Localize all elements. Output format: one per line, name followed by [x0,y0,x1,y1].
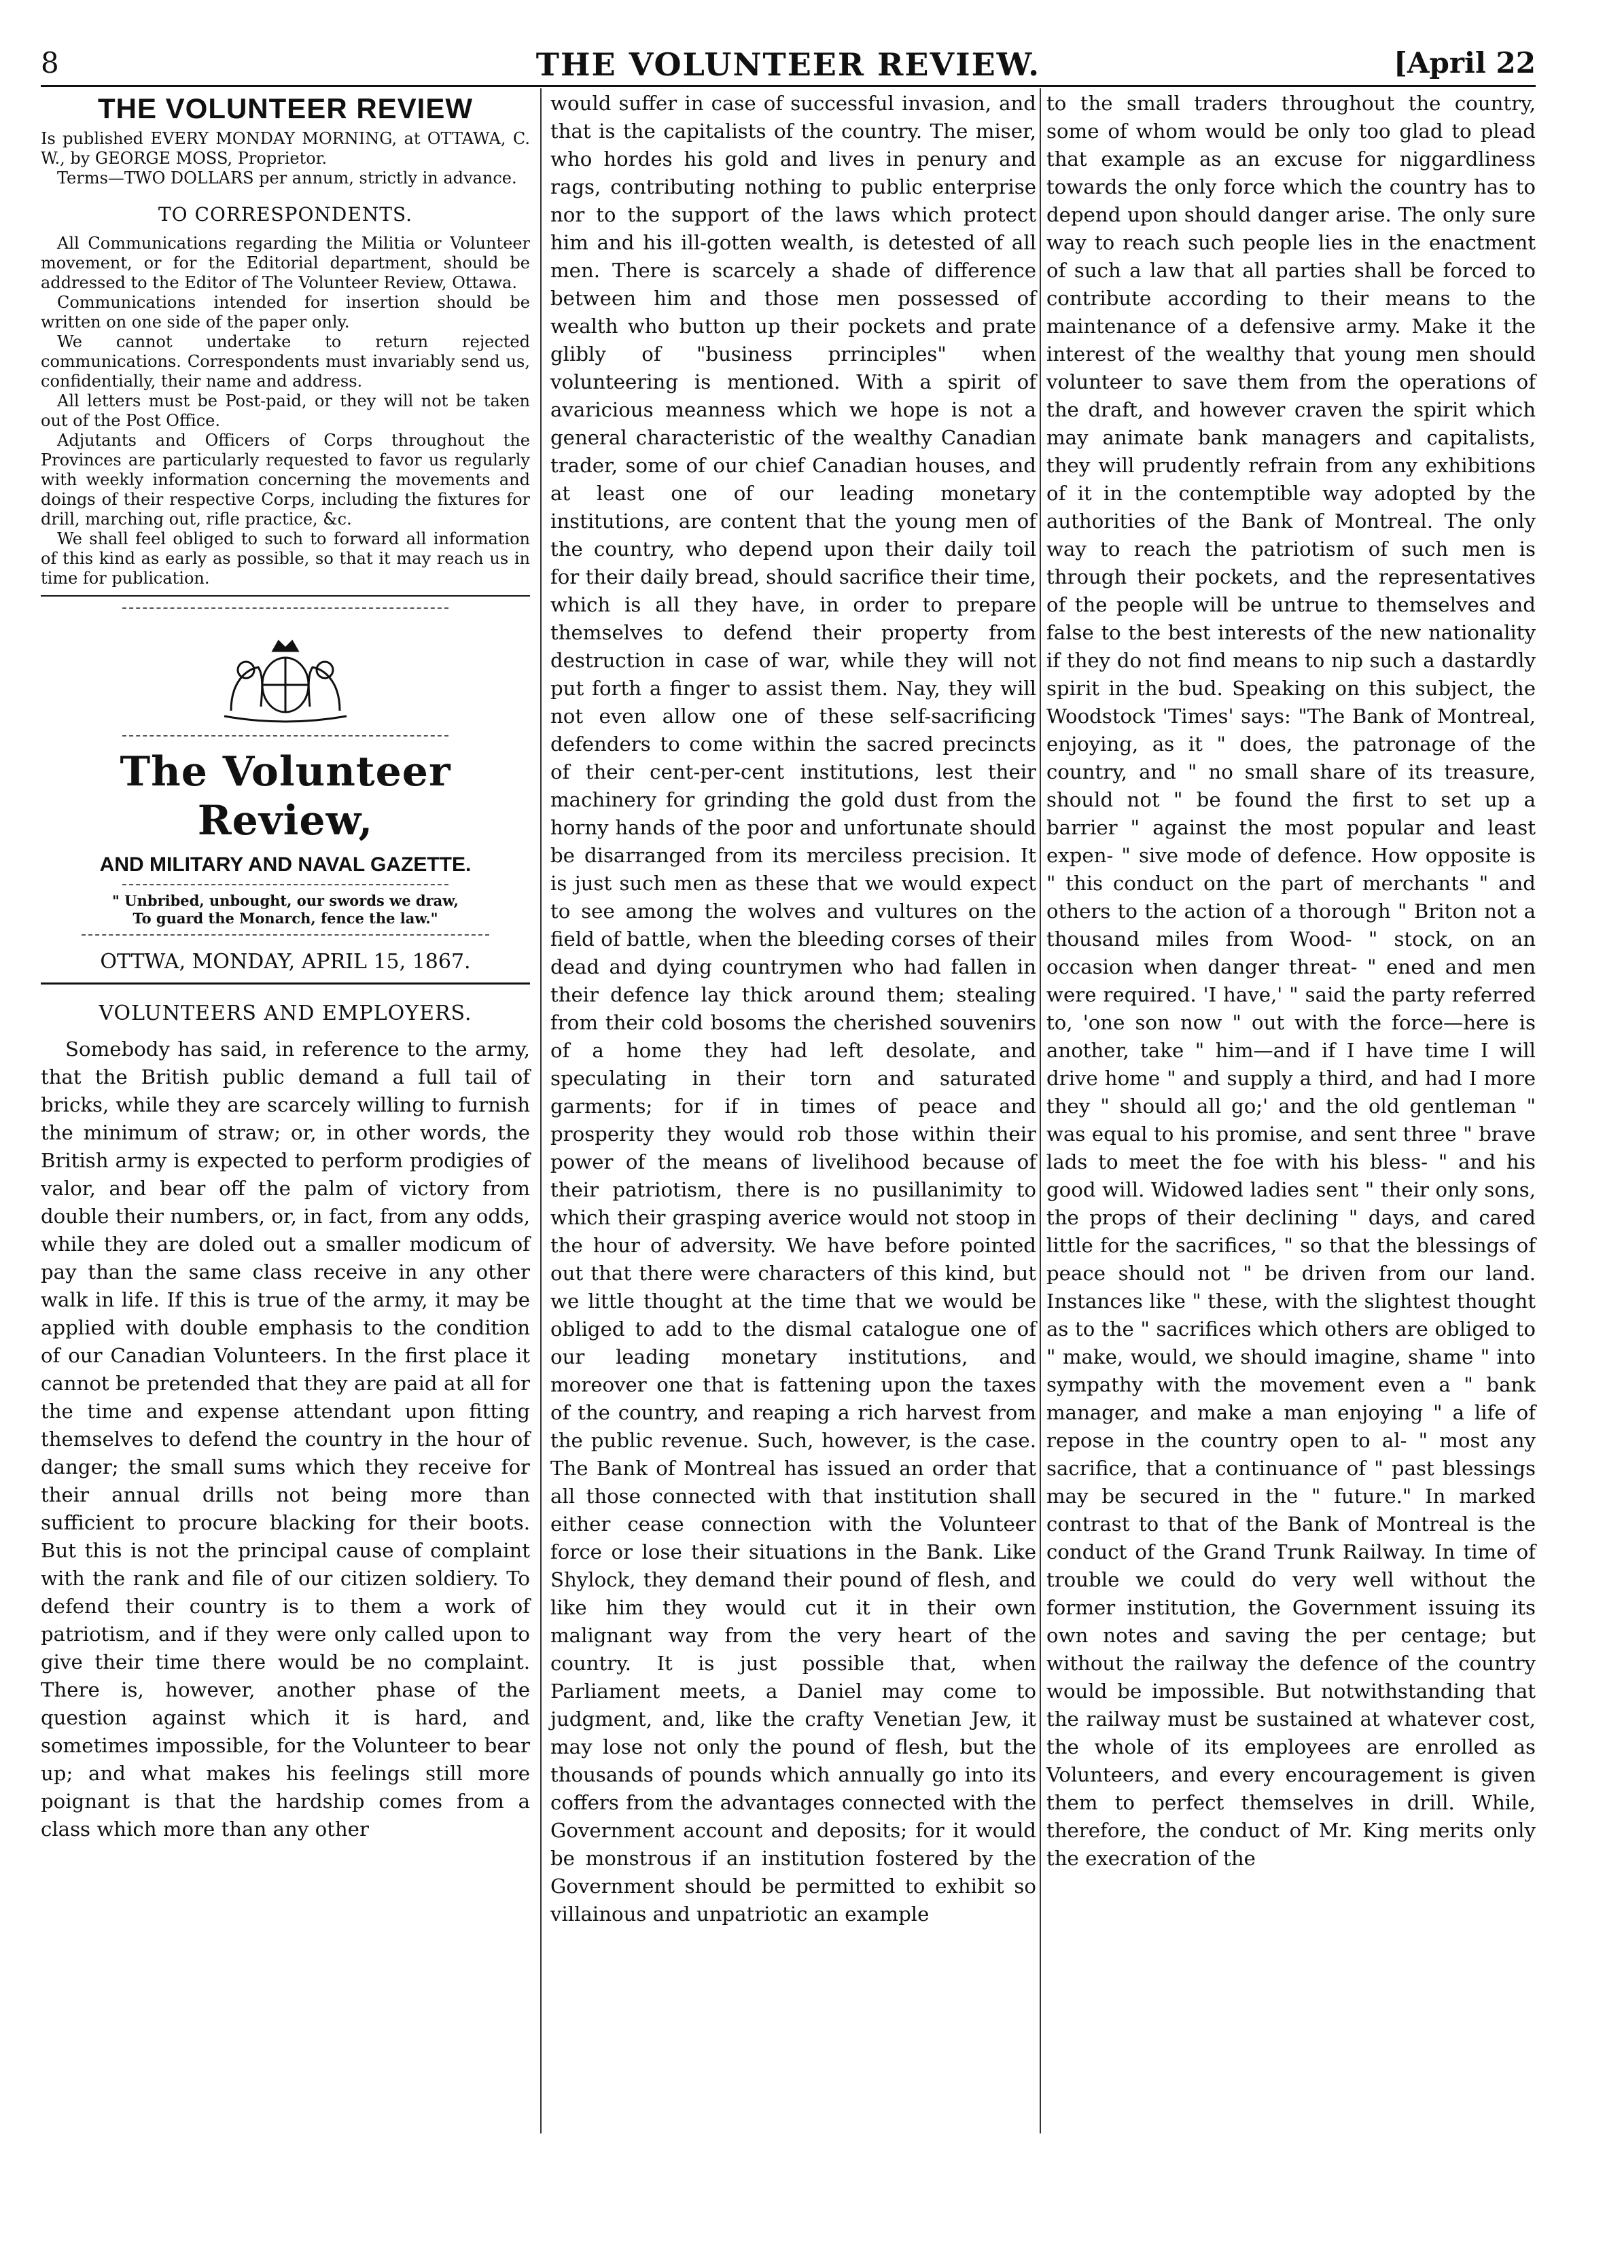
article-paragraph: to the small traders throughout the country, some of whom would be only too glad to plead that example as an excuse for niggardliness towards the only force which the country has to depend upon should danger arise. The only sure way to reach such people lies in the enactment of such a law that all parties shall be forced to contribute according to their means to the maintenance of a defensive army. Make it the interest of the wealthy that young men should volunteer to save them from the operations of the draft, and however craven the spirit which may animate bank managers and capitalists, they will prudently refrain from any exhibitions of it in the contemptible way adopted by the authorities of the Bank of Montreal. The only way to reach the patriotism of such men is through their pockets, and the representatives of the people will be untrue to themselves and false to the best interests of the new nationality if they do not find means to nip such a dastardly spirit in the bud. Speaking on this subject, the Woodstock 'Times' says: "The Bank of Montreal, enjoying, as it " does, the patronage of the country, and " no small share of its treasure, should not " be found the first to set up a barrier " against the most popular and least expen- " sive mode of defence. How opposite is " this conduct on the part of merchants " and others to the action of a thorough " Briton not a thousand miles from Wood- " stock, on an occasion when danger threat- " ened and men were required. 'I have,' " said the party referred to, 'one son now " out with the force—here is another, take " him—and if I have time I will drive home " and supply a third, and had I more they " should all go;' and the old gentleman " was equal to his promise, and sent three " brave lads to meet the foe with his bless- " and his good will. Widowed ladies sent " their only sons, the props of their declining " days, and cared little for the sacrifices, " so that the blessings of peace should not " be driven from our land. Instances like " these, with the slightest thought as to the " sacrifices which others are obliged to " make, would, we should imagine, shame " into sympathy with the movement even a " bank manager, and make a man enjoying " a life of repose in the country open to al- " most any sacrifice, that a continuance of " past blessings may be secured in the " future." In marked contrast to that of the Bank of Montreal is the conduct of the Grand Trunk Railway. In time of trouble we could do very well without the former institution, the Government issuing its own notes and saving the per centage; but without the railway the defence of the country would be impossible. But notwithstanding that the railway must be sustained at whatever cost, the whole of its employees are enrolled as Volunteers, and every encouragement is given them to perfect themselves in drill. While, therefore, the conduct of Mr. King merits only the execration of the [1046,92,1536,1870]
publication-notice: Is published EVERY MONDAY MORNING, at OTTAWA, C. W., by GEORGE MOSS, Proprietor. [41,129,530,168]
correspondents-notices [41,234,530,588]
article-column-1 [41,1035,530,1843]
separator [41,595,530,597]
column-1 [41,90,530,1843]
header-rule [41,85,1536,87]
column-3 [1046,90,1536,1873]
correspondents-paragraph: We cannot undertake to return rejected communications. Correspondents must invariably send us, confidentially, their name and address. [41,332,530,391]
nameplate-title: The Volunteer Review, [120,748,451,845]
masthead-notice [41,129,530,188]
separator-dashed [122,735,448,737]
separator [41,982,530,985]
correspondents-paragraph: All letters must be Post-paid, or they will not be taken out of the Post Office. [41,391,530,430]
running-title: THE VOLUNTEER REVIEW. [535,46,1041,83]
correspondents-paragraph: We shall feel obliged to such to forward all information of this kind as early as possible, so that it may reach us in time for publication. [41,529,530,588]
motto-line: To guard the Monarch, fence the law." [133,910,438,927]
article-paragraph: Somebody has said, in reference to the army, that the British public demand a full tail of bricks, while they are scarcely willing to furnish the minimum of straw; or, in other words, the British army is expected to perform prodigies of valor, and bear off the palm of victory from double their numbers, or, in fact, from any odds, while they are doled out a smaller modicum of pay than the same class receive in any other walk in life. If this is true of the army, it may be applied with double emphasis to the condition of our Canadian Volunteers. In the first place it cannot be pretended that they are paid at all for the time and expense attendant upon fitting themselves to defend the country in the hour of danger; the small sums which they receive for their annual drills not being more than sufficient to procure blacking for their boots. But this is not the principal cause of complaint with the rank and file of our citizen soldiery. To defend their country is to them a work of patriotism, and if they were only called upon to give their time there would be no complaint. There is, however, another phase of the question against which it is hard, and sometimes impossible, for the Volunteer to bear up; and what makes his feelings still more poignant is that the hardship comes from a class which more than any other [41,1038,530,1841]
masthead-title: THE VOLUNTEER REVIEW [97,92,474,124]
correspondents-paragraph: Adjutants and Officers of Corps throughout the Provinces are particularly requested to favor us regularly with weekly information concerning the movements and doings of their respective Corps, including the fixtures for drill, marching out, rifle practice, &c. [41,431,530,529]
correspondents-heading: TO CORRESPONDENTS. [158,203,413,226]
royal-arms-emblem-icon [204,636,367,724]
issue-date: [April 22 [1394,46,1536,79]
article-paragraph: would suffer in case of successful invasion, and that is the capitalists of the country. The miser, who hordes his gold and lives in penury and rags, contributing nothing to public enterprise nor to the support of the laws which protect him and his ill-gotten wealth, is detested of all men. There is scarcely a shade of difference between him and those men possessed of wealth who button up their pockets and prate glibly of "business prrinciples" when volunteering is mentioned. With a spirit of avaricious meanness which we hope is not a general characteristic of the wealthy Canadian trader, some of our chief Canadian houses, and at least one of our leading monetary institutions, are content that the young men of the country, who depend upon their daily toil for their daily bread, should sacrifice their time, which is all they have, in order to prepare themselves to defend their property from destruction in case of war, while they will not put forth a finger to assist them. Nay, they will not even allow one of these self-sacrificing defenders to come within the sacred precincts of their cent-per-cent institutions, lest their machinery for grinding the gold dust from the horny hands of the poor and unfortunate should be disarranged from its merciless precision. It is just such men as these that we would expect to see among the wolves and vultures on the field of battle, when the bleeding corses of their dead and dying countrymen who had fallen in their defence lay thick around them; stealing from their cold bosoms the cherished souvenirs of a home they had left desolate, and speculating in their torn and saturated garments; for if in times of peace and prosperity they would rob those within their power of the means of livelihood because of their patriotism, there is no pusillanimity to which their grasping averice would not stoop in the hour of adversity. We have before pointed out that there were characters of this kind, but we little thought at the time that we would be obliged to add to the dismal catalogue one of our leading monetary institutions, and moreover one that is fattening upon the taxes of the country, and reaping a rich harvest from the public revenue. Such, however, is the case. The Bank of Montreal has issued an order that all those connected with that institution shall either cease connection with the Volunteer force or lose their situations in the Bank. Like Shylock, they demand their pound of flesh, and like him they would cut it in their own malignant way from the very heart of the country. It is just possible that, when Parliament meets, a Daniel may come to judgment, and, like the crafty Venetian Jew, it may lose not only the pound of flesh, but the thousands of pounds which annually go into its coffers from the advantages connected with the Government account and deposits; for it would be monstrous if an institution fostered by the Government should be permitted to exhibit so villainous and unpatriotic an example [550,92,1036,1926]
page-header [41,46,1536,83]
separator-dashed [82,934,489,936]
correspondents-paragraph: All Communications regarding the Militia or Volunteer movement, or for the Editorial department, should be addressed to the Editor of The Volunteer Review, Ottawa. [41,234,530,292]
column-rule-2 [1040,88,1041,2133]
column-2 [550,90,1036,1928]
terms-notice: Terms—TWO DOLLARS per annum, strictly in advance. [57,169,517,188]
motto [41,892,530,927]
motto-line: " Unbribed, unbought, our swords we draw, [112,892,459,909]
dateline: OTTWA, MONDAY, APRIL 15, 1867. [100,950,471,974]
separator-dashed [122,607,448,609]
column-rule-1 [540,88,542,2133]
correspondents-paragraph: Communications intended for insertion should be written on one side of the paper only. [41,293,530,332]
separator-dashed [122,884,448,885]
page-number: 8 [41,46,59,79]
nameplate-subtitle: AND MILITARY AND NAVAL GAZETTE. [99,853,472,876]
article-heading: VOLUNTEERS AND EMPLOYERS. [99,1002,472,1025]
